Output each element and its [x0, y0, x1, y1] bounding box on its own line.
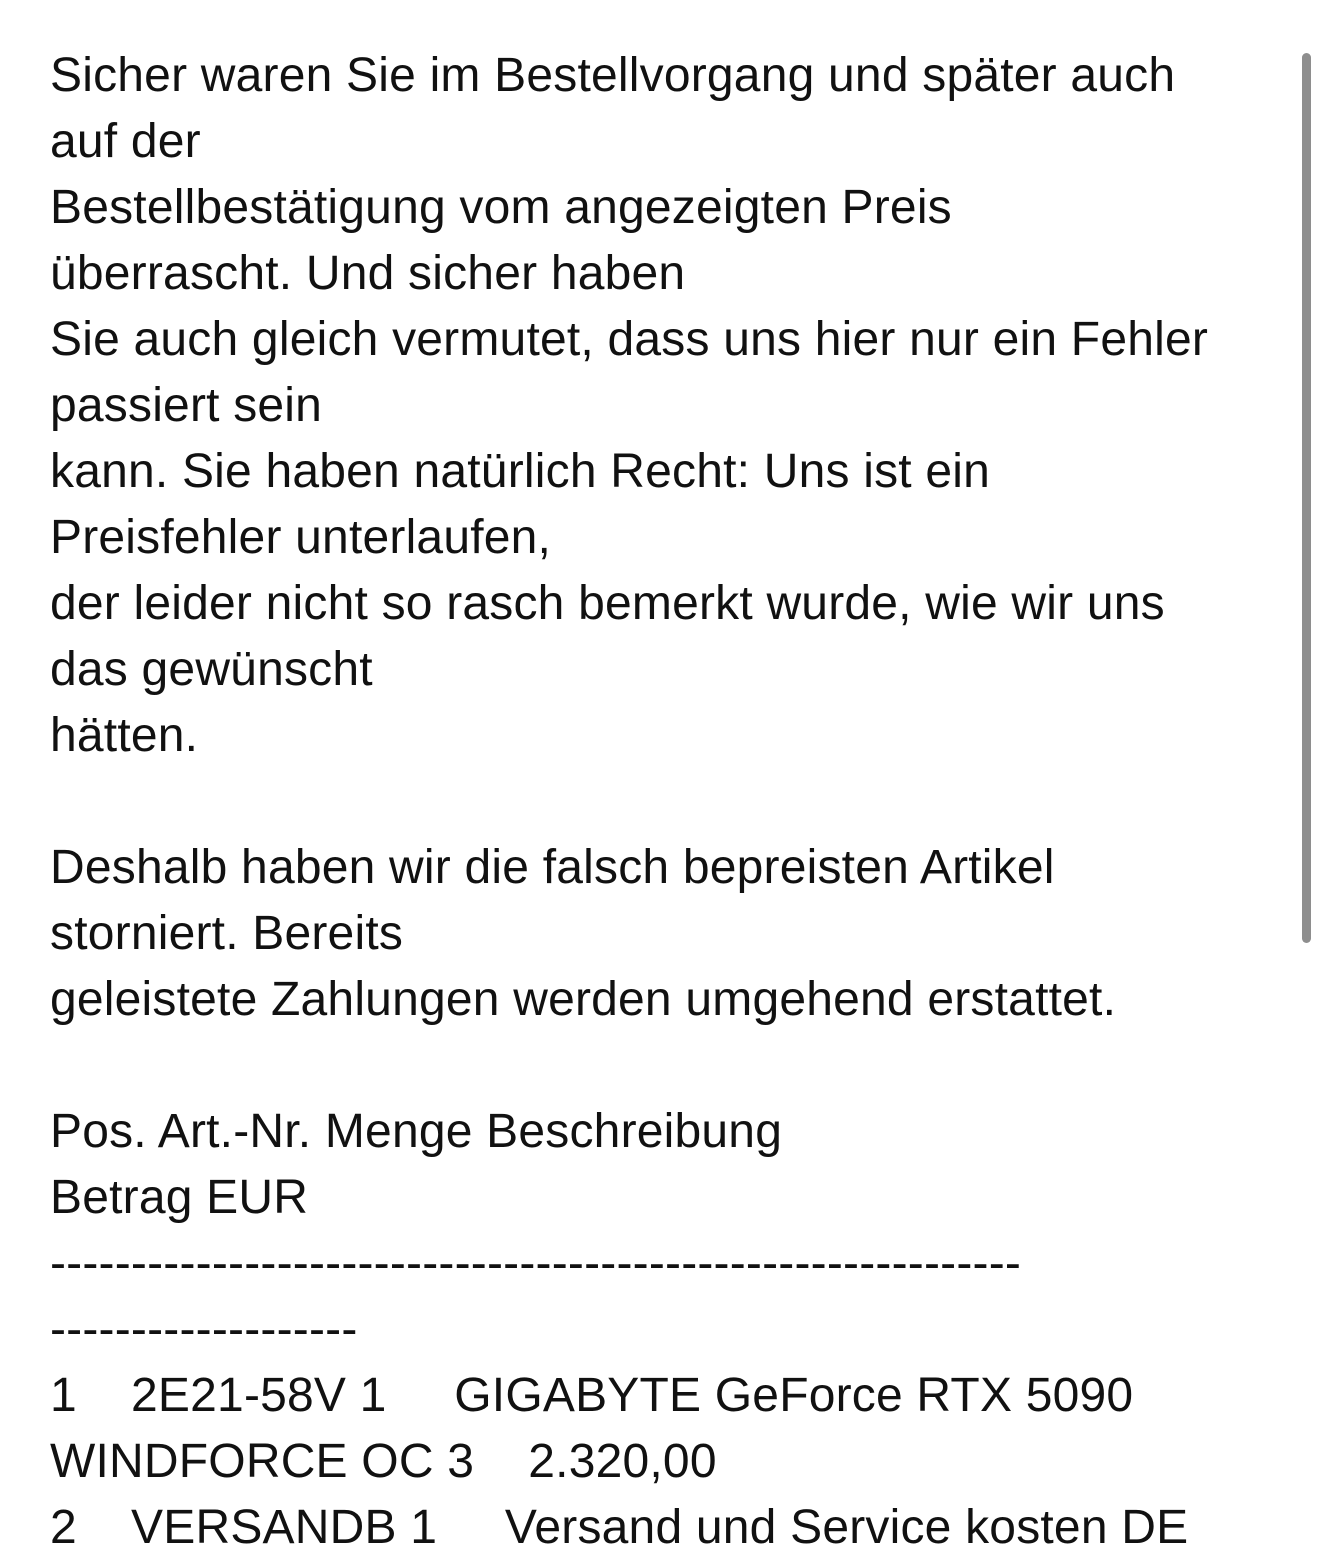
table-divider: -------------------	[50, 1303, 358, 1356]
table-divider: ------------------------------------------------------------	[50, 1237, 1022, 1290]
vertical-scrollbar[interactable]	[1300, 0, 1320, 1515]
email-text-line: Bestellbestätigung vom angezeigten Preis	[50, 181, 952, 234]
email-text-line: kann. Sie haben natürlich Recht: Uns ist ein	[50, 445, 990, 498]
scrollbar-thumb[interactable]	[1302, 53, 1311, 943]
email-text-line: auf der	[50, 115, 201, 168]
email-blank-line	[50, 1033, 1290, 1099]
table-header: Betrag EUR	[50, 1171, 309, 1224]
email-text-line: hätten.	[50, 709, 199, 762]
email-text-line: Sicher waren Sie im Bestellvorgang und später auch	[50, 49, 1176, 102]
email-text-line: Preisfehler unterlaufen,	[50, 511, 552, 564]
email-text-line: Deshalb haben wir die falsch bepreisten Artikel	[50, 841, 1055, 894]
email-blank-line	[50, 769, 1290, 835]
table-row: 2 VERSANDB 1 Versand und Service kosten DE	[50, 1501, 1189, 1554]
table-row: WINDFORCE OC 3 2.320,00	[50, 1435, 717, 1488]
email-text-line: das gewünscht	[50, 643, 373, 696]
email-text-line: überrascht. Und sicher haben	[50, 247, 686, 300]
email-body	[50, 43, 1290, 1561]
email-text-line: geleistete Zahlungen werden umgehend erstattet.	[50, 973, 1117, 1026]
email-text-line: passiert sein	[50, 379, 323, 432]
table-row: 1 2E21-58V 1 GIGABYTE GeForce RTX 5090	[50, 1369, 1134, 1422]
table-header: Pos. Art.-Nr. Menge Beschreibung	[50, 1105, 783, 1158]
email-text-line: der leider nicht so rasch bemerkt wurde, wie wir uns	[50, 577, 1165, 630]
email-text-line: Sie auch gleich vermutet, dass uns hier nur ein Fehler	[50, 313, 1209, 366]
email-text-line: storniert. Bereits	[50, 907, 404, 960]
